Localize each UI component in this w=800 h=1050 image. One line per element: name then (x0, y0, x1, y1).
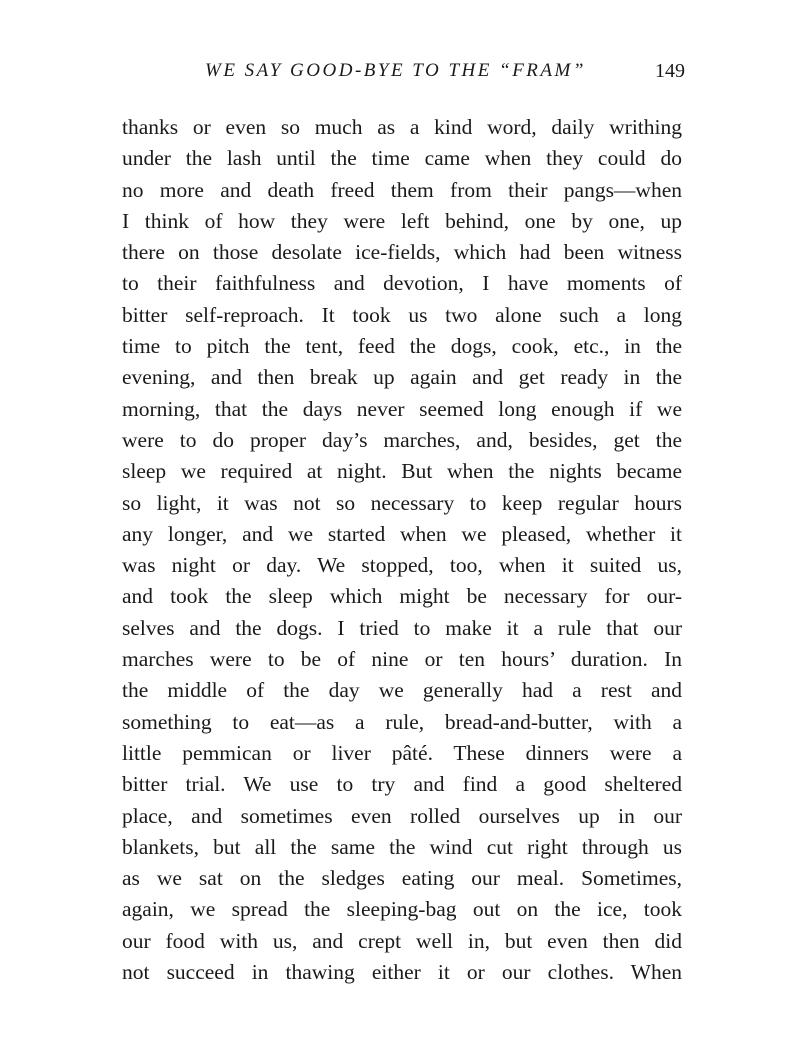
text-line: under the lash until the time came when they could do (122, 146, 682, 171)
text-line: no more and death freed them from their pangs—when (122, 177, 682, 202)
text-line: place, and sometimes even rolled ourselves up in our (122, 803, 682, 828)
text-line: blankets, but all the same the wind cut right through us (122, 834, 682, 859)
text-line: were to do proper day’s marches, and, besides, get the (122, 427, 682, 452)
text-line: was night or day. We stopped, too, when it suited us, (122, 553, 682, 578)
text-line: as we sat on the sledges eating our meal. Sometimes, (122, 866, 682, 891)
text-line: any longer, and we started when we pleased, whether it (122, 521, 682, 546)
text-line: sleep we required at night. But when the nights became (122, 459, 682, 484)
text-line: evening, and then break up again and get ready in the (122, 365, 682, 390)
text-line: selves and the dogs. I tried to make it a rule that our (122, 615, 682, 640)
text-line: our food with us, and crept well in, but even then did (122, 928, 682, 953)
text-line: again, we spread the sleeping-bag out on the ice, took (122, 897, 682, 922)
text-line: something to eat—as a rule, bread-and-butter, with a (122, 709, 682, 734)
text-line: little pemmican or liver pâté. These dinners were a (122, 740, 682, 765)
text-line: and took the sleep which might be necessary for our- (122, 584, 682, 609)
text-line: thanks or even so much as a kind word, daily writhing (122, 115, 682, 139)
text-line: morning, that the days never seemed long enough if we (122, 396, 682, 421)
text-line: time to pitch the tent, feed the dogs, cook, etc., in the (122, 334, 682, 359)
text-line: to their faithfulness and devotion, I have moments of (122, 271, 682, 296)
running-head (120, 60, 685, 90)
text-line: I think of how they were left behind, one by one, up (122, 208, 682, 233)
text-line: bitter self-reproach. It took us two alone such a long (122, 302, 682, 327)
text-line: not succeed in thawing either it or our clothes. When (122, 960, 682, 985)
text-line: there on those desolate ice-fields, which had been witness (122, 240, 682, 265)
running-title: WE SAY GOOD-BYE TO THE “FRAM” (205, 60, 586, 81)
body-text (122, 112, 682, 988)
page-number: 149 (655, 60, 685, 82)
text-line: bitter trial. We use to try and find a good sheltered (122, 772, 682, 797)
text-line: marches were to be of nine or ten hours’ duration. In (122, 647, 682, 672)
text-line: the middle of the day we generally had a rest and (122, 678, 682, 703)
text-line: so light, it was not so necessary to keep regular hours (122, 490, 682, 515)
